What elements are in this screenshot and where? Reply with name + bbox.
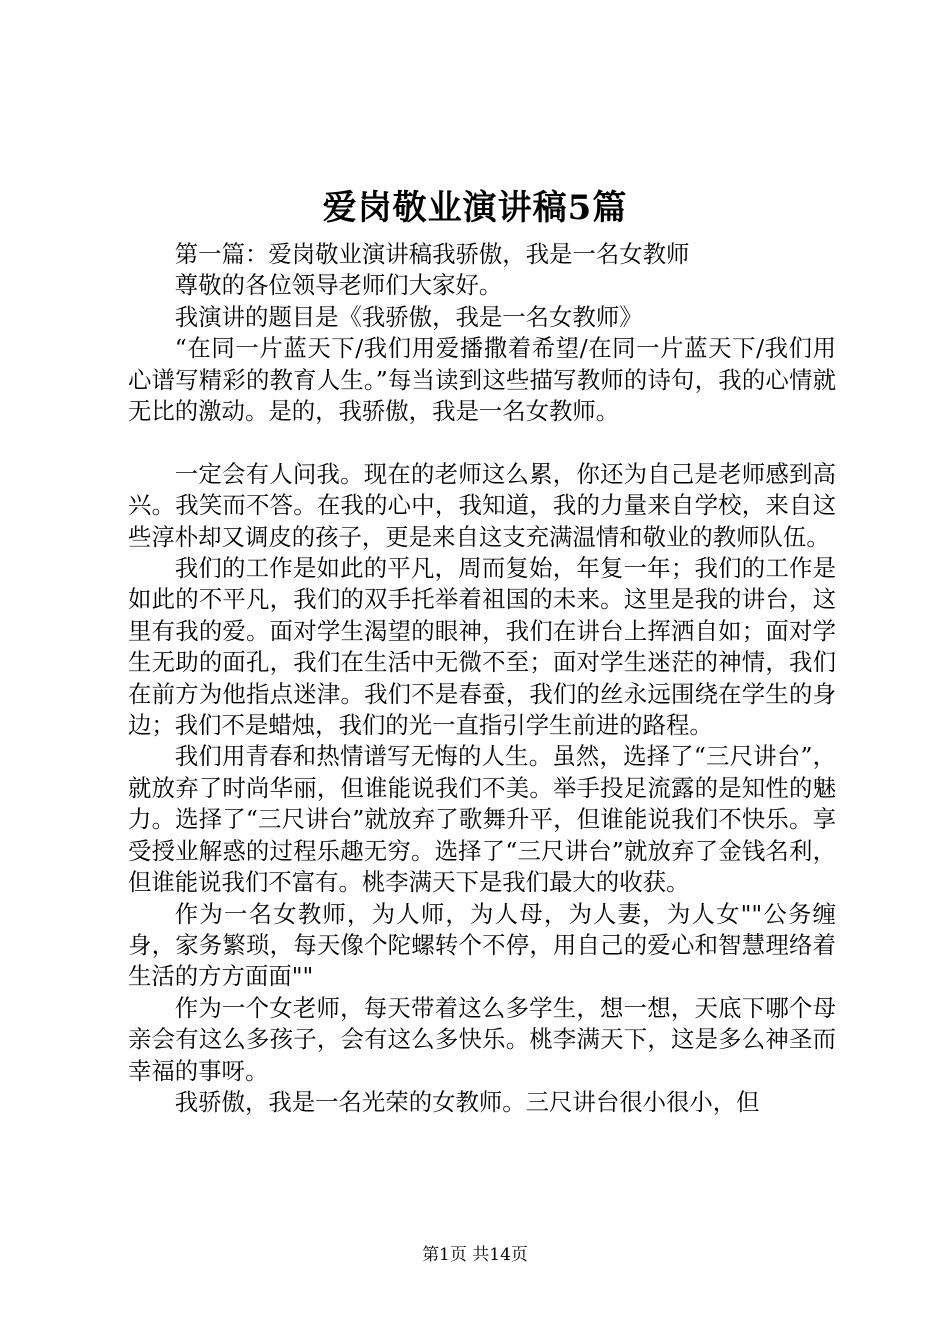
paragraph-1: 第一篇：爱岗敬业演讲稿我骄傲，我是一名女教师: [174, 240, 690, 268]
paragraph-8: 作为一名女教师，为人师，为人母，为人妻，为人女""公务缠身，家务繁琐，每天像个陀螺转个不停，用自己的爱心和智慧理络着生活的方方面面"": [128, 899, 836, 991]
paragraph-6: 我们的工作是如此的平凡，周而复始，年复一年；我们的工作是如此的不平凡，我们的双手托举着祖国的未来。这里是我的讲台，这里有我的爱。面对学生渴望的眼神，我们在讲台上挥洒自如；面对学生无助的面孔，我们在生活中无微不至；面对学生迷茫的神情，我们在前方为他指点迷津。我们不是春蚕，我们的丝永远围绕在学生的身边；我们不是蜡烛，我们的光一直指引学生前进的路程。: [128, 554, 836, 740]
document-title: 爱岗敬业演讲稿5篇: [322, 188, 628, 228]
paragraph-5: 一定会有人问我。现在的老师这么累，你还为自己是老师感到高兴。我笑而不答。在我的心中，我知道，我的力量来自学校，来自这些淳朴却又调皮的孩子，更是来自这支充满温情和敬业的教师队伍。: [128, 459, 836, 551]
paragraph-3: 我演讲的题目是《我骄傲，我是一名女教师》: [174, 302, 643, 331]
paragraph-4: “在同一片蓝天下/我们用爱播撒着希望/在同一片蓝天下/我们用心谱写精彩的教育人生。”每当读到这些描写教师的诗句，我的心情就无比的激动。是的，我骄傲，我是一名女教师。: [128, 334, 836, 426]
document-body: [128, 239, 836, 1118]
paragraph-9: 作为一个女老师，每天带着这么多学生，想一想，天底下哪个母亲会有这么多孩子，会有这么多快乐。桃李满天下，这是多么神圣而幸福的事呀。: [128, 993, 836, 1085]
paragraph-10: 我骄傲，我是一名光荣的女教师。三尺讲台很小很小，但: [174, 1087, 760, 1116]
paragraph-2: 尊敬的各位领导老师们大家好。: [174, 271, 503, 300]
paragraph-7: 我们用青春和热情谱写无悔的人生。虽然，选择了“三尺讲台”，就放弃了时尚华丽，但谁能说我们不美。举手投足流露的是知性的魅力。选择了“三尺讲台”就放弃了歌舞升平，但谁能说我们不快乐。享受授业解惑的过程乐趣无穷。选择了“三尺讲台”就放弃了金钱名利，但谁能说我们不富有。桃李满天下是我们最大的收获。: [128, 742, 836, 897]
page-number-footer: 第1页 共14页: [422, 1245, 528, 1265]
